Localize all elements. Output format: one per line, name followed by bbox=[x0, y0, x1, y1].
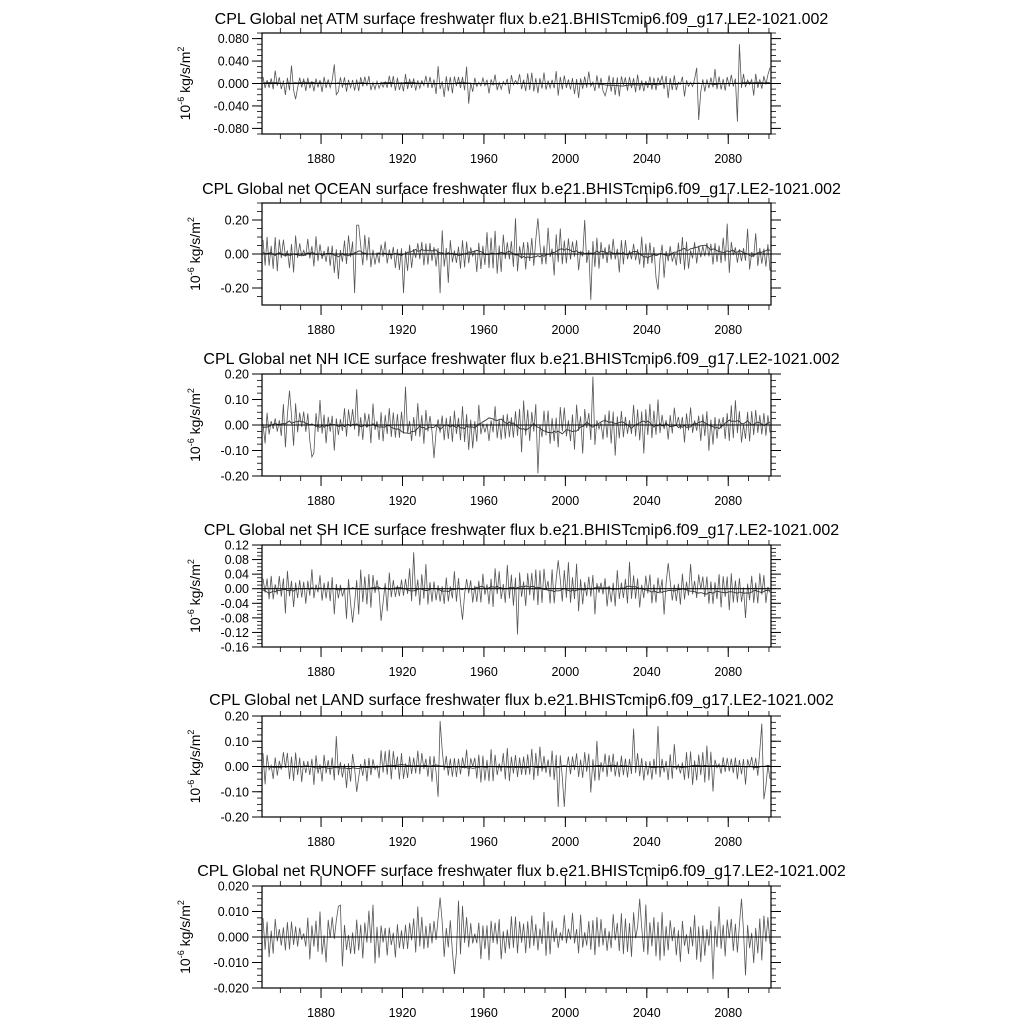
y-axis-label bbox=[186, 388, 203, 462]
x-tick-label: 1960 bbox=[470, 1006, 498, 1020]
series-line-annual bbox=[263, 552, 770, 634]
y-label-base: 10 bbox=[177, 958, 193, 974]
y-label-exp: -6 bbox=[186, 267, 196, 276]
x-tick-label: 2080 bbox=[714, 152, 743, 166]
y-label-exp: -6 bbox=[186, 779, 196, 788]
y-tick-label: 0.04 bbox=[224, 567, 249, 582]
y-label-unit: kg/s/m bbox=[187, 393, 203, 439]
panel-title: CPL Global net LAND surface freshwater flux b.e21.BHISTcmip6.f09_g17.LE2-1021.002 bbox=[209, 692, 834, 709]
y-tick-label: 0.00 bbox=[224, 247, 249, 262]
x-tick-label: 1920 bbox=[388, 494, 417, 508]
y-label-unit-exp: 2 bbox=[186, 559, 196, 565]
x-tick-label: 2040 bbox=[632, 494, 661, 508]
x-tick-label: 1920 bbox=[388, 152, 417, 166]
y-tick-label: 0.020 bbox=[217, 879, 249, 894]
panel-title: CPL Global net NH ICE surface freshwater flux b.e21.BHISTcmip6.f09_g17.LE2-1021.002 bbox=[203, 351, 840, 368]
y-label-base: 10 bbox=[187, 446, 203, 462]
x-tick-label: 1920 bbox=[388, 1006, 417, 1020]
y-tick-label: 0.010 bbox=[217, 905, 249, 919]
y-label-unit: kg/s/m bbox=[177, 51, 193, 97]
y-label-unit-exp: 2 bbox=[186, 729, 196, 735]
series-line-annual bbox=[263, 721, 770, 807]
x-tick-label: 2000 bbox=[551, 323, 580, 337]
x-tick-label: 2040 bbox=[632, 665, 661, 679]
y-label-base: 10 bbox=[177, 104, 193, 121]
x-tick-label: 2040 bbox=[632, 1006, 661, 1020]
y-tick-label: 0.00 bbox=[224, 760, 249, 774]
y-tick-label: -0.16 bbox=[220, 640, 249, 655]
x-tick-label: 1960 bbox=[470, 494, 498, 508]
y-tick-label: -0.080 bbox=[213, 121, 249, 136]
x-tick-label: 1880 bbox=[307, 152, 335, 166]
x-tick-label: 2040 bbox=[632, 152, 661, 166]
panel-6 bbox=[176, 863, 846, 1020]
x-tick-label: 1920 bbox=[388, 835, 417, 849]
x-tick-label: 2000 bbox=[551, 665, 580, 679]
y-tick-label: 0.12 bbox=[224, 538, 249, 553]
x-tick-label: 2000 bbox=[551, 1006, 580, 1020]
panel-title: CPL Global net SH ICE surface freshwater flux b.e21.BHISTcmip6.f09_g17.LE2-1021.002 bbox=[203, 522, 840, 539]
x-tick-label: 1960 bbox=[470, 665, 498, 679]
panel-title: CPL Global net OCEAN surface freshwater flux b.e21.BHISTcmip6.f09_g17.LE2-1021.002 bbox=[202, 181, 841, 198]
y-tick-label: 0.20 bbox=[224, 367, 249, 382]
y-label-exp: -6 bbox=[186, 438, 196, 447]
y-tick-label: -0.04 bbox=[220, 596, 249, 611]
x-tick-label: 1920 bbox=[388, 665, 417, 679]
y-tick-label: 0.08 bbox=[224, 553, 249, 568]
panel-title: CPL Global net ATM surface freshwater flux b.e21.BHISTcmip6.f09_g17.LE2-1021.002 bbox=[214, 11, 829, 28]
x-tick-label: 2080 bbox=[714, 494, 743, 508]
y-tick-label: -0.20 bbox=[220, 281, 249, 296]
y-tick-label: -0.020 bbox=[213, 981, 249, 996]
y-tick-label: 0.000 bbox=[217, 77, 249, 91]
y-tick-label: -0.10 bbox=[220, 785, 249, 800]
x-tick-label: 1960 bbox=[470, 323, 498, 337]
panel-4 bbox=[186, 522, 839, 679]
y-tick-label: -0.20 bbox=[220, 810, 249, 825]
y-tick-label: 0.080 bbox=[217, 32, 249, 47]
y-label-exp: -6 bbox=[176, 96, 186, 105]
x-tick-label: 1880 bbox=[307, 323, 335, 337]
y-tick-label: 0.20 bbox=[224, 213, 249, 228]
y-tick-label: -0.010 bbox=[213, 956, 249, 970]
x-tick-label: 1960 bbox=[470, 152, 498, 166]
x-tick-label: 2000 bbox=[551, 494, 580, 508]
y-label-unit: kg/s/m bbox=[187, 734, 203, 780]
panel-5 bbox=[186, 692, 834, 849]
y-label-base: 10 bbox=[187, 617, 203, 633]
x-tick-label: 2040 bbox=[632, 835, 661, 849]
series-line-annual bbox=[263, 218, 770, 300]
y-tick-label: -0.08 bbox=[220, 611, 249, 626]
x-tick-label: 1880 bbox=[307, 1006, 335, 1020]
x-tick-label: 1960 bbox=[470, 835, 498, 849]
y-label-unit: kg/s/m bbox=[187, 564, 203, 610]
panel-2 bbox=[186, 181, 841, 337]
y-axis-label bbox=[176, 900, 193, 974]
y-tick-label: -0.040 bbox=[213, 99, 249, 114]
y-tick-label: -0.12 bbox=[220, 625, 249, 640]
y-axis-label bbox=[186, 559, 203, 633]
y-label-unit: kg/s/m bbox=[177, 905, 193, 951]
x-tick-label: 2000 bbox=[551, 835, 580, 849]
x-tick-label: 1920 bbox=[388, 323, 417, 337]
x-tick-label: 2080 bbox=[714, 835, 743, 849]
y-tick-label: 0.040 bbox=[217, 54, 249, 69]
x-tick-label: 2000 bbox=[551, 152, 580, 166]
y-axis-label bbox=[186, 730, 203, 804]
y-tick-label: 0.10 bbox=[224, 393, 249, 407]
y-tick-label: 0.000 bbox=[217, 930, 249, 945]
y-tick-label: -0.10 bbox=[220, 444, 249, 458]
y-label-unit-exp: 2 bbox=[176, 46, 186, 52]
x-tick-label: 1880 bbox=[307, 494, 335, 508]
y-label-base: 10 bbox=[187, 787, 203, 804]
y-axis-label bbox=[176, 47, 193, 121]
x-tick-label: 2040 bbox=[632, 323, 661, 337]
y-tick-label: 0.00 bbox=[224, 418, 249, 433]
y-label-exp: -6 bbox=[186, 609, 196, 618]
panel-1 bbox=[176, 11, 828, 166]
y-label-base: 10 bbox=[187, 275, 203, 291]
y-label-exp: -6 bbox=[176, 950, 186, 959]
y-label-unit: kg/s/m bbox=[187, 222, 203, 268]
x-tick-label: 1880 bbox=[307, 665, 335, 679]
panel-title: CPL Global net RUNOFF surface freshwater flux b.e21.BHISTcmip6.f09_g17.LE2-1021.002 bbox=[197, 863, 846, 880]
y-tick-label: 0.20 bbox=[224, 709, 249, 724]
x-tick-label: 2080 bbox=[714, 1006, 743, 1020]
y-axis-label bbox=[186, 217, 203, 291]
y-label-unit-exp: 2 bbox=[176, 900, 186, 906]
x-tick-label: 2080 bbox=[714, 665, 743, 679]
y-tick-label: -0.20 bbox=[220, 469, 249, 484]
y-label-unit-exp: 2 bbox=[186, 388, 196, 394]
y-tick-label: 0.00 bbox=[224, 582, 249, 597]
y-label-unit-exp: 2 bbox=[186, 217, 196, 223]
panel-3 bbox=[186, 351, 840, 508]
x-tick-label: 2080 bbox=[714, 323, 743, 337]
series-line-annual bbox=[263, 898, 770, 980]
y-tick-label: 0.10 bbox=[224, 734, 249, 749]
x-tick-label: 1880 bbox=[307, 835, 335, 849]
